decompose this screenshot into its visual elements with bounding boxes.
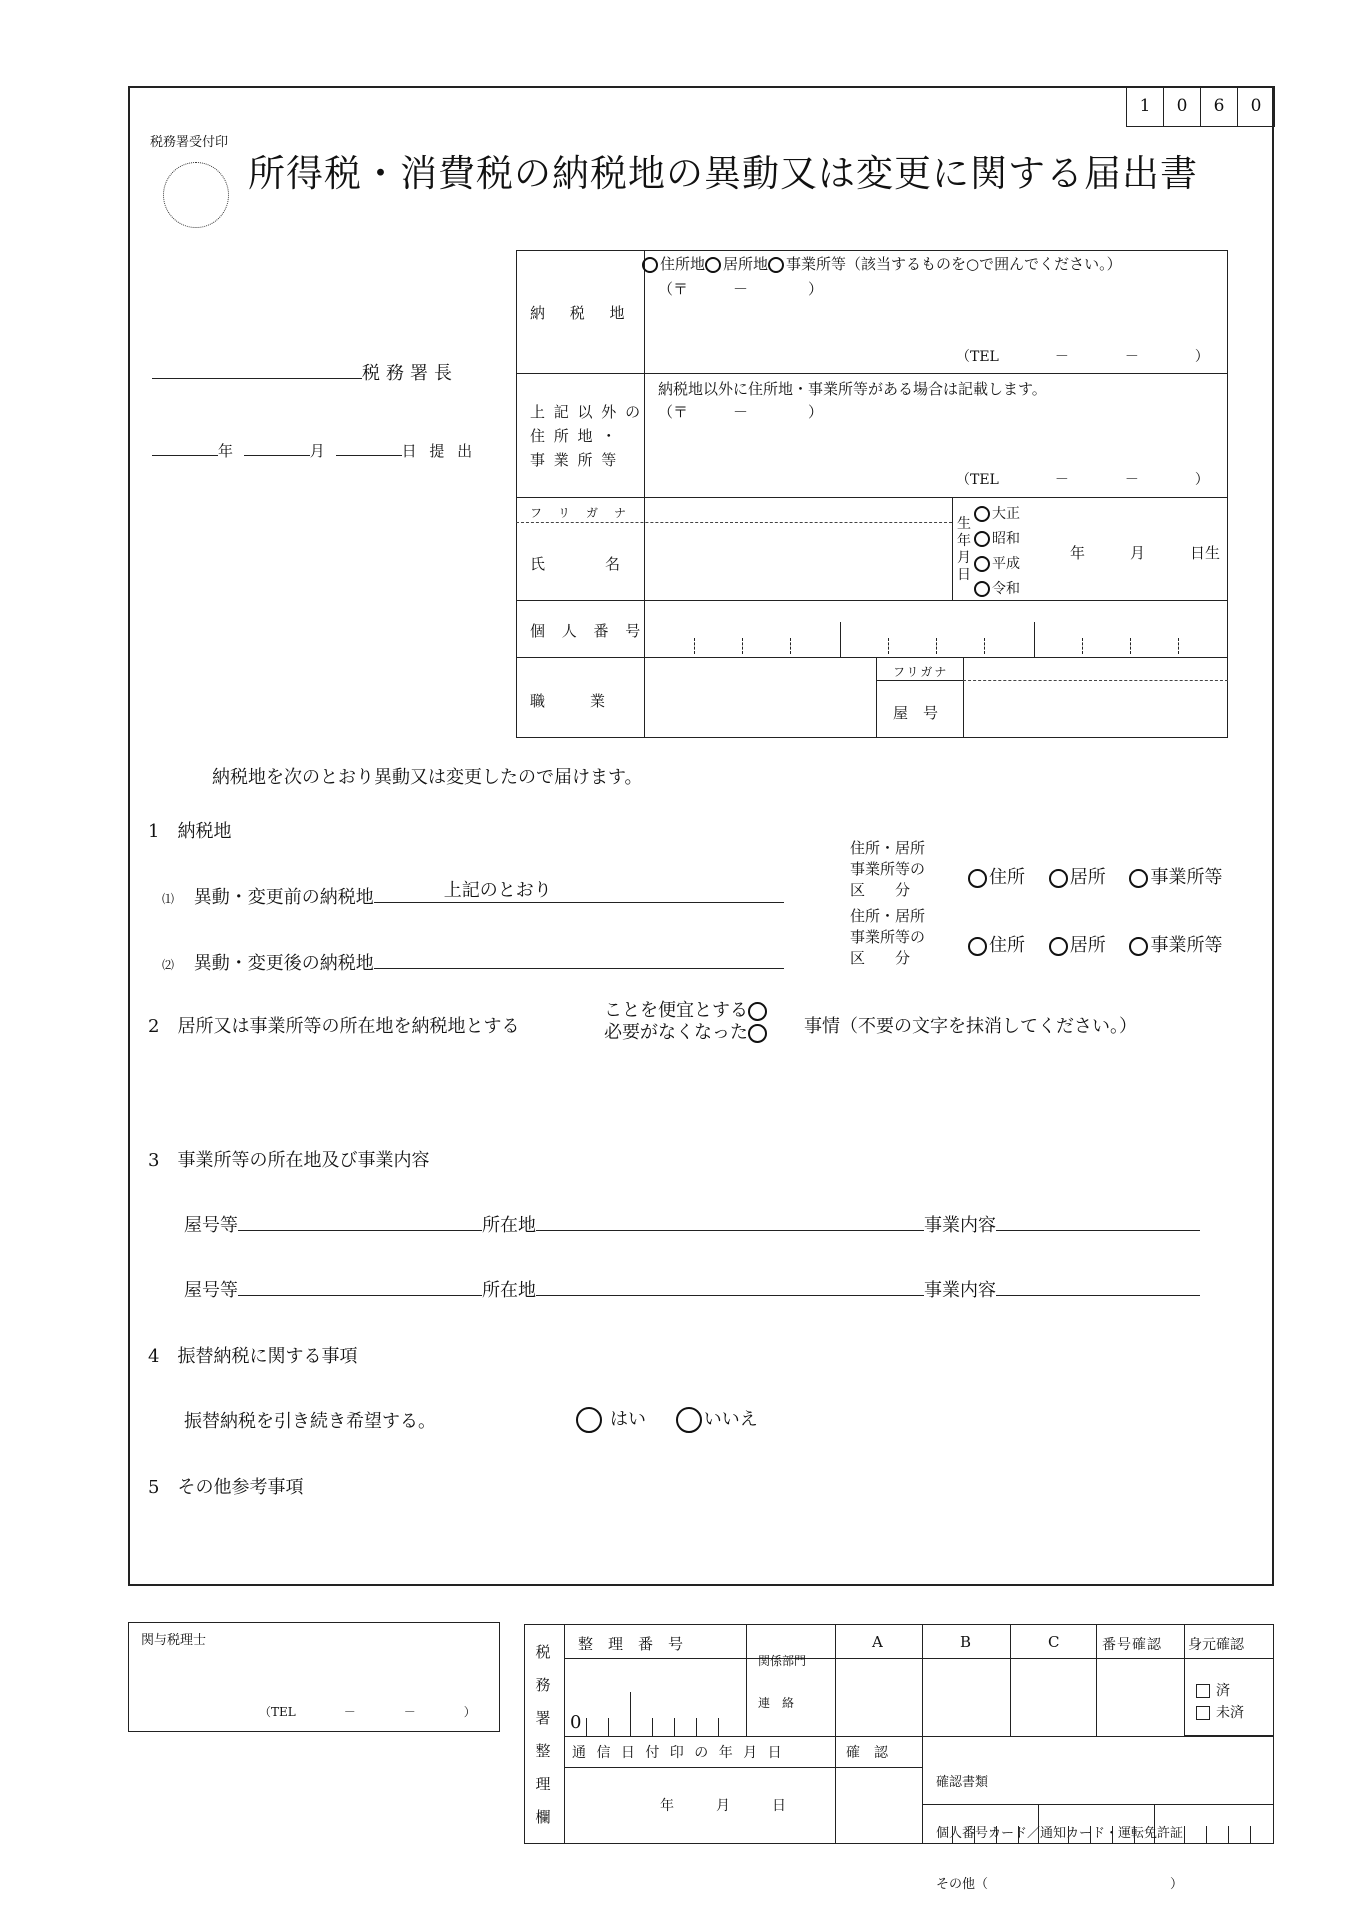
kubun-line: 区 分 [850, 881, 911, 899]
s3-yago-label: 屋号等 [184, 1215, 238, 1236]
office-side-label [531, 1636, 555, 1834]
s3-loc-label: 所在地 [482, 1215, 536, 1236]
tax-accountant-box[interactable] [128, 1622, 500, 1732]
section-4-title: 4 振替納税に関する事項 [148, 1346, 358, 1367]
birth-date-field[interactable]: 年 月 日生 [1070, 544, 1221, 562]
radio-circle[interactable] [968, 937, 987, 956]
tel-field-2[interactable]: （TEL － － ） [956, 472, 1209, 488]
other-label-line: 上 記 以 外 の [530, 403, 643, 421]
form-number-digit: 6 [1201, 86, 1238, 127]
s3-yago-field[interactable] [238, 1275, 482, 1296]
radio-circle[interactable] [768, 257, 784, 273]
era-label: 昭和 [992, 531, 1020, 547]
radio-circle[interactable] [974, 531, 990, 547]
s2-options [604, 1000, 769, 1044]
radio-circle[interactable] [748, 1002, 767, 1021]
s1-before-label: 異動・変更前の納税地 [193, 887, 374, 908]
option-label: 居所 [1069, 935, 1106, 956]
kubun-line: 区 分 [850, 949, 911, 967]
shorui-line: その他（ ） [936, 1877, 1184, 1892]
s3-yago-label: 屋号等 [184, 1280, 238, 1301]
section-3-title: 3 事業所等の所在地及び事業内容 [148, 1150, 430, 1171]
postal-code[interactable]: （〒 － ） [658, 280, 824, 298]
office-chief-line [152, 358, 458, 385]
s2-reason-field[interactable] [180, 1045, 1230, 1135]
other-label-line: 事 業 所 等 [530, 451, 619, 469]
era-label: 大正 [992, 506, 1020, 522]
s2-tail: 事情（不要の文字を抹消してください。） [804, 1016, 1137, 1037]
mynumber-label: 個 人 番 号 [530, 622, 647, 640]
yago-field[interactable] [966, 683, 1226, 736]
radio-circle[interactable] [705, 257, 721, 273]
tel-field[interactable]: （TEL － － ） [956, 349, 1209, 365]
s3-yago-field[interactable] [238, 1210, 482, 1231]
year-field[interactable] [152, 437, 218, 456]
section-5-title: 5 その他参考事項 [148, 1477, 304, 1498]
col-c-label: C [1048, 1633, 1060, 1651]
s3-row [184, 1275, 1200, 1302]
side-char: 務 [535, 1676, 551, 1694]
s3-row [184, 1210, 1200, 1237]
job-label: 職 業 [530, 692, 606, 710]
form-number-digit: 0 [1164, 86, 1201, 127]
option-label: 住所地 [660, 255, 706, 273]
office-name-field[interactable] [152, 358, 362, 379]
shorui-line: 個人番号カード／通知カード・運転免許証 [936, 1826, 1184, 1841]
s2-option-label: 必要がなくなった [604, 1022, 748, 1043]
kakunin-label: 確 認 [846, 1745, 888, 1761]
s3-content-label: 事業内容 [924, 1280, 996, 1301]
seiri-zero: 0 [570, 1712, 582, 1733]
tax-accountant-label: 関与税理士 [141, 1633, 207, 1648]
tsushin-label: 通 信 日 付 印 の 年 月 日 [572, 1745, 785, 1761]
s1-before-field[interactable] [374, 882, 784, 903]
radio-circle[interactable] [1049, 937, 1068, 956]
era-label: 令和 [992, 581, 1020, 597]
seiri-bango-label: 整 理 番 号 [578, 1635, 684, 1653]
s1-after-label: 異動・変更後の納税地 [193, 953, 374, 974]
kubun-line: 住所・居所 [850, 839, 926, 857]
option-label: 住所 [989, 935, 1025, 956]
nouzeichi-options [642, 253, 1122, 274]
birth-label: 生年月日 [957, 516, 971, 583]
month-field[interactable] [244, 437, 310, 456]
option-label: 事業所等 [786, 255, 847, 273]
month-label: 月 [309, 442, 325, 460]
s4-no-label: いいえ [703, 1409, 758, 1430]
checkbox[interactable] [1196, 1706, 1210, 1720]
kubun-line: 住所・居所 [850, 907, 926, 925]
radio-circle[interactable] [974, 506, 990, 522]
kubun-label-2 [850, 906, 925, 969]
s3-content-field[interactable] [996, 1275, 1200, 1296]
kubun-label-1 [850, 838, 925, 901]
radio-circle[interactable] [748, 1024, 767, 1043]
radio-circle[interactable] [974, 581, 990, 597]
side-char: 署 [535, 1709, 551, 1727]
radio-circle[interactable] [974, 556, 990, 572]
check-label: 済 [1216, 1683, 1230, 1699]
section-2-title: 2 居所又は事業所等の所在地を納税地とする [148, 1016, 520, 1037]
checkbox[interactable] [1196, 1684, 1210, 1698]
era-options [974, 502, 1020, 602]
s2-option-label: ことを便宜とする [604, 1000, 748, 1021]
other-note: 納税地以外に住所地・事業所等がある場合は記載します。 [658, 380, 1047, 398]
radio-circle[interactable] [1129, 937, 1148, 956]
shorui-line: 確認書類 [936, 1775, 989, 1790]
side-char: 欄 [535, 1808, 551, 1826]
option-label: 事業所等 [1150, 935, 1223, 956]
mimoto-checks [1196, 1680, 1244, 1724]
kubun-line: 事業所等の [850, 860, 926, 878]
s3-content-field[interactable] [996, 1210, 1200, 1231]
day-submit-label: 日 提 出 [401, 442, 477, 460]
kubun-options-1 [968, 863, 1222, 889]
s3-loc-label: 所在地 [482, 1280, 536, 1301]
name-label: 氏 名 [530, 555, 621, 573]
job-field[interactable] [646, 660, 874, 736]
year-label: 年 [218, 442, 234, 460]
s1-before-value: 上記のとおり [443, 880, 552, 901]
postal-code-2[interactable]: （〒 － ） [658, 403, 824, 421]
radio-circle[interactable] [1129, 869, 1148, 888]
intro-text: 納税地を次のとおり異動又は変更したので届けます。 [212, 767, 643, 788]
page-title: 所得税・消費税の納税地の異動又は変更に関する届出書 [248, 152, 1198, 195]
s1-after-row [162, 948, 784, 975]
radio-circle[interactable] [1049, 869, 1068, 888]
nouzeichi-note: （該当するものを○で囲んでください。） [846, 255, 1122, 273]
furigana2-label: フリガナ [893, 665, 949, 679]
office-chief-label: 税務署長 [362, 363, 458, 384]
kankei-line: 関係部門 [758, 1654, 807, 1668]
s4-question: 振替納税を引き続き希望する。 [184, 1411, 436, 1432]
date-stamp-ymd: 年 月 日 [660, 1798, 786, 1814]
check-label: 未済 [1216, 1705, 1244, 1721]
name-field[interactable] [646, 524, 950, 598]
receipt-stamp-circle [163, 162, 229, 228]
option-label: 居所地 [723, 255, 769, 273]
kankei-label [758, 1626, 806, 1724]
tax-accountant-tel[interactable]: （TEL － － ） [259, 1705, 476, 1719]
nouzeichi-label: 納 税 地 [530, 304, 635, 322]
section-1-title: 1 納税地 [148, 821, 232, 842]
s4-options [576, 1405, 758, 1433]
kubun-line: 事業所等の [850, 928, 926, 946]
form-number [1126, 86, 1275, 127]
day-field[interactable] [336, 437, 402, 456]
yago-label: 屋 号 [893, 704, 939, 722]
kakunin-shorui [936, 1740, 1183, 1910]
item-number: ⑴ [162, 892, 175, 906]
col-b-label: B [960, 1633, 972, 1651]
bango-kakunin-label: 番号確認 [1102, 1637, 1162, 1653]
form-number-digit: 0 [1238, 86, 1275, 127]
option-label: 事業所等 [1150, 867, 1223, 888]
radio-circle[interactable] [968, 869, 987, 888]
side-char: 税 [535, 1643, 551, 1661]
radio-circle[interactable] [576, 1407, 602, 1433]
s3-loc-field[interactable] [536, 1275, 924, 1296]
option-label: 住所 [989, 867, 1025, 888]
radio-circle[interactable] [642, 257, 658, 273]
s1-before-row [162, 882, 784, 909]
form-number-digit: 1 [1127, 86, 1164, 127]
side-char: 整 [535, 1742, 551, 1760]
era-label: 平成 [992, 556, 1020, 572]
s3-loc-field[interactable] [536, 1210, 924, 1231]
s3-content-label: 事業内容 [924, 1215, 996, 1236]
mimoto-kakunin-label: 身元確認 [1188, 1637, 1244, 1653]
option-label: 居所 [1069, 867, 1106, 888]
col-a-label: A [872, 1633, 883, 1651]
side-char: 理 [535, 1775, 551, 1793]
kankei-line: 連 絡 [758, 1696, 795, 1710]
s5-field[interactable] [180, 1505, 1230, 1575]
item-number: ⑵ [162, 958, 175, 972]
s4-yes-label: はい [610, 1409, 646, 1430]
radio-circle[interactable] [676, 1407, 702, 1433]
furigana-label: フ リ ガ ナ [530, 506, 629, 520]
other-label-line: 住 所 地 ・ [530, 427, 619, 445]
submit-date [152, 437, 476, 461]
s1-after-field[interactable] [374, 948, 784, 969]
kubun-options-2 [968, 931, 1222, 957]
stamp-label: 税務署受付印 [150, 135, 229, 150]
other-address-label [530, 400, 642, 472]
